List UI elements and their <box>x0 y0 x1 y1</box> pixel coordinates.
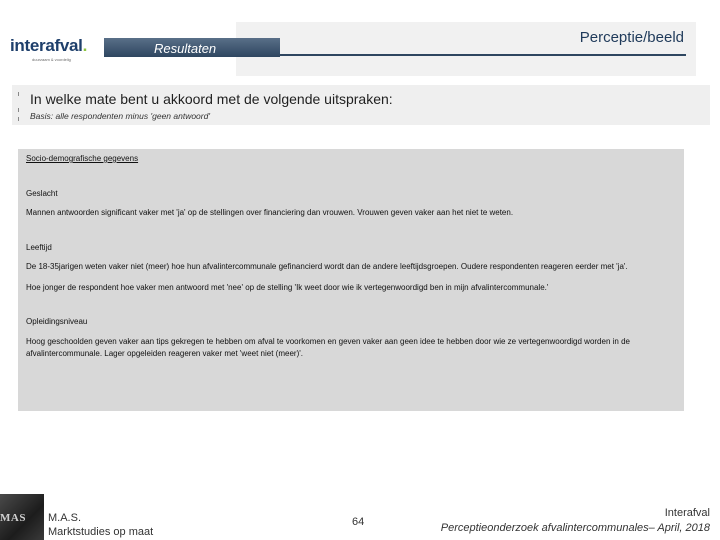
section-title-geslacht: Geslacht <box>26 188 58 198</box>
brand-tagline: duurzaam & voordelig <box>32 57 71 62</box>
bullet-tick <box>18 108 19 112</box>
question-basis: Basis: alle respondenten minus 'geen antwoord' <box>30 111 210 121</box>
section-paragraph: Hoe jonger de respondent hoe vaker men antwoord met 'nee' op de stelling 'Ik weet door wie ik vertegenwoordigd ben in mijn afvalintercommunale.' <box>26 282 549 292</box>
mas-logo-photo <box>0 494 44 540</box>
content-box <box>18 149 684 411</box>
footer-client-name: Interafval <box>664 507 710 519</box>
footer-org-tagline: Marktstudies op maat <box>48 526 154 538</box>
bullet-tick <box>18 117 19 121</box>
footer-report-title: Perceptieonderzoek afvalintercommunales– April, 2018 <box>440 522 710 534</box>
mas-logo-mark: MAS <box>0 512 26 524</box>
footer-client <box>441 506 710 536</box>
section-title-leeftijd: Leeftijd <box>26 242 52 252</box>
content-body <box>26 153 676 369</box>
section-title-opleidingsniveau: Opleidingsniveau <box>26 317 88 326</box>
section-paragraph: Hoog geschoolden geven vaker aan tips gekregen te hebben om afval te voorkomen en geven vaker aan geen idee te hebben door wie ze vertegenwoordigd worden in de afvalintercommunale. Lager opgeleiden reageren vaker met 'weet niet (meer)'. <box>26 336 630 358</box>
section-paragraph: De 18-35jarigen weten vaker niet (meer) hoe hun afvalintercommunale gefinancierd wordt dan de andere leeftijdsgroepen. Oudere respondenten reageren eerder met 'ja'. <box>26 262 628 271</box>
content-heading: Socio-demografische gegevens <box>26 154 139 163</box>
slide-title: Perceptie/beeld <box>579 29 684 46</box>
page-number: 64 <box>352 516 365 528</box>
footer-org-name: M.A.S. <box>48 512 82 524</box>
brand-name: interafval. <box>10 36 88 55</box>
section-paragraph: Mannen antwoorden significant vaker met 'ja' op de stellingen over financiering dan vrouwen. Vrouwen geven vaker aan het niet te weten. <box>26 208 514 217</box>
interafval-logo <box>10 36 110 70</box>
bullet-tick <box>18 92 19 96</box>
question-text: In welke mate bent u akkoord met de volgende uitspraken: <box>30 91 393 107</box>
title-rule <box>280 54 686 56</box>
footer-organisation <box>48 511 153 539</box>
section-label: Resultaten <box>154 41 217 56</box>
